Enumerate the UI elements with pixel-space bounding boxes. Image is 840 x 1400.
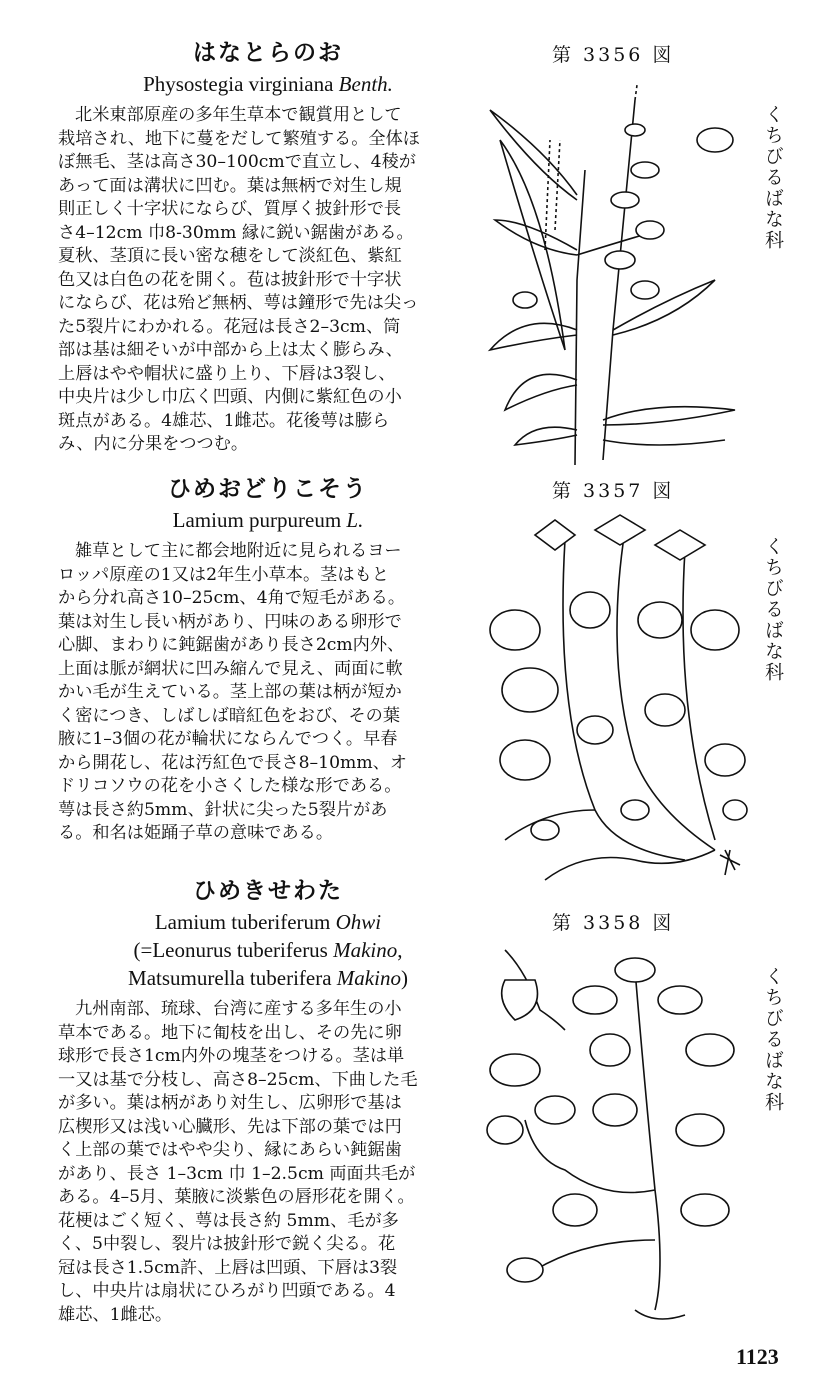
body-line: 球形で長さ1cm内外の塊茎をつける。茎は単 xyxy=(58,1046,405,1066)
body-line: 上面は脈が網状に凹み縮んで見え、両面に軟 xyxy=(58,658,403,679)
entry-physostegia xyxy=(58,36,478,457)
synonym xyxy=(58,964,478,992)
body-line: 広楔形又は浅い心臓形、先は下部の葉では円 xyxy=(58,1116,402,1137)
body-line: 斑点がある。4雄芯、1雌芯。花後萼は膨ら xyxy=(58,410,390,431)
body-line: から分れ高さ10–25cm、4角で短毛がある。 xyxy=(58,588,406,608)
synonym-author: Makino xyxy=(333,938,398,962)
figure-label: 第 3356 図 xyxy=(552,44,675,66)
body-line: 萼は長さ約5mm、針状に尖った5裂片があ xyxy=(58,799,388,820)
body-line: み、内に分果をつつむ。 xyxy=(58,434,249,454)
entry-lamium-purpureum xyxy=(58,472,478,846)
body-line: が多い。葉は柄があり対生し、広卵形で基は xyxy=(58,1093,402,1113)
body-line: さ4–12cm 巾8-30mm 縁に鋭い鋸歯がある。 xyxy=(58,222,414,243)
body-line: にならび、花は殆ど無柄、萼は鐘形で先は尖っ xyxy=(58,293,419,313)
body-line: 雄芯、1雌芯。 xyxy=(58,1304,173,1325)
body-line: があり、長さ 1–3cm 巾 1–2.5cm 両面共毛が xyxy=(58,1163,416,1184)
latin-name: Physostegia virginiana xyxy=(143,72,334,96)
body-line: 雑草として主に都会地附近に見られるヨー xyxy=(75,541,402,561)
body-line: 心脚、まわりに鈍鋸歯があり長さ2cm内外、 xyxy=(58,635,405,655)
synonym-prefix: (= xyxy=(133,938,153,962)
synonym-suffix: ) xyxy=(400,966,408,990)
body-line: あって面は溝状に凹む。葉は無柄で対生し規 xyxy=(58,175,402,196)
body-line: く密につき、しばしば暗紅色をおび、その葉 xyxy=(58,705,401,726)
plant-illustration-physostegia xyxy=(485,80,755,465)
body-line: 則正しく十字状にならび、質厚く披針形で長 xyxy=(58,199,402,219)
body-line: ロッパ原産の1又は2年生小草本。茎はもと xyxy=(58,564,389,585)
plant-illustration-lamium-purpureum xyxy=(485,510,755,890)
entry-title: はなとらのお xyxy=(193,40,343,66)
body-line: ドリコソウの花を小さくした様な形である。 xyxy=(58,776,402,796)
body-line: 草本である。地下に匍枝を出し、その先に卵 xyxy=(58,1022,402,1043)
page-number: 1123 xyxy=(736,1344,779,1369)
author-name: L. xyxy=(346,508,364,532)
body-line: ぼ無毛、茎は高さ30–100cmで直立し、4稜が xyxy=(58,152,416,172)
body-line: 部は基は細そいが中部から上は太く膨らみ、 xyxy=(58,340,403,360)
body-line: 花梗はごく短く、萼は長さ約 5mm、毛が多 xyxy=(58,1210,399,1231)
entry-title: ひめおどりこそう xyxy=(168,476,368,502)
entry-body xyxy=(58,104,478,457)
author-name: Benth. xyxy=(338,72,393,96)
entry-body xyxy=(58,998,478,1327)
body-line: かい毛が生えている。茎上部の葉は柄が短か xyxy=(58,682,402,702)
scientific-name xyxy=(58,506,478,534)
entry-body xyxy=(58,540,478,846)
body-line: 冠は長さ1.5cm許、上唇は凹頭、下唇は3裂 xyxy=(58,1257,398,1278)
body-line: 夏秋、茎頂に長い密な穂をして淡紅色、紫紅 xyxy=(58,246,402,266)
body-line: た5裂片にわかれる。花冠は長さ2–3cm、筒 xyxy=(58,316,401,337)
family-label: くちびるばな科 xyxy=(762,104,784,251)
body-line: 中央片は少し巾広く凹頭、内側に紫紅色の小 xyxy=(58,387,402,407)
synonym-name: Matsumurella tuberifera xyxy=(128,966,332,990)
scientific-name xyxy=(58,70,478,98)
body-line: 上唇はやや帽状に盛り上り、下唇は3裂し、 xyxy=(58,363,396,384)
scientific-name xyxy=(58,908,478,936)
family-label: くちびるばな科 xyxy=(762,536,784,683)
body-line: し、中央片は扇状にひろがり凹頭である。4 xyxy=(58,1281,396,1301)
body-line: 葉は対生し長い柄があり、円味のある卵形で xyxy=(58,611,402,632)
body-line: 一又は基で分枝し、高さ8–25cm、下曲した毛 xyxy=(58,1069,418,1090)
latin-name: Lamium purpureum xyxy=(172,508,342,532)
body-line: から開花し、花は汚紅色で長さ8–10mm、オ xyxy=(58,752,407,773)
body-line: く、5中裂し、裂片は披針形で鋭く尖る。花 xyxy=(58,1234,396,1254)
entry-title: ひめきせわた xyxy=(193,878,343,904)
author-name: Ohwi xyxy=(335,910,382,934)
figure-label: 第 3358 図 xyxy=(552,912,675,934)
plant-illustration-lamium-tuberiferum xyxy=(485,940,755,1330)
body-line: 腋に1–3個の花が輪状にならんでつく。早春 xyxy=(58,729,398,749)
figure-label: 第 3357 図 xyxy=(552,480,675,502)
body-line: く上部の葉ではやや尖り、縁にあらい鈍鋸歯 xyxy=(58,1140,402,1160)
body-line: 北米東部原産の多年生草本で観賞用として xyxy=(75,105,402,125)
latin-name: Lamium tuberiferum xyxy=(154,910,331,934)
body-line: 栽培され、地下に蔓をだして繁殖する。全体ほ xyxy=(58,128,420,149)
synonym-name: Leonurus tuberiferus xyxy=(152,938,328,962)
synonym-suffix: , xyxy=(397,938,403,962)
body-line: 色又は白色の花を開く。苞は披針形で十字状 xyxy=(58,269,402,290)
body-line: ある。4–5月、葉腋に淡紫色の唇形花を開く。 xyxy=(58,1187,415,1207)
body-line: る。和名は姫踊子草の意味である。 xyxy=(58,823,334,843)
synonym xyxy=(58,936,478,964)
entry-lamium-tuberiferum xyxy=(58,874,478,1327)
body-line: 九州南部、琉球、台湾に産する多年生の小 xyxy=(75,999,402,1019)
synonym-author: Makino xyxy=(336,966,401,990)
family-label: くちびるばな科 xyxy=(762,966,784,1113)
